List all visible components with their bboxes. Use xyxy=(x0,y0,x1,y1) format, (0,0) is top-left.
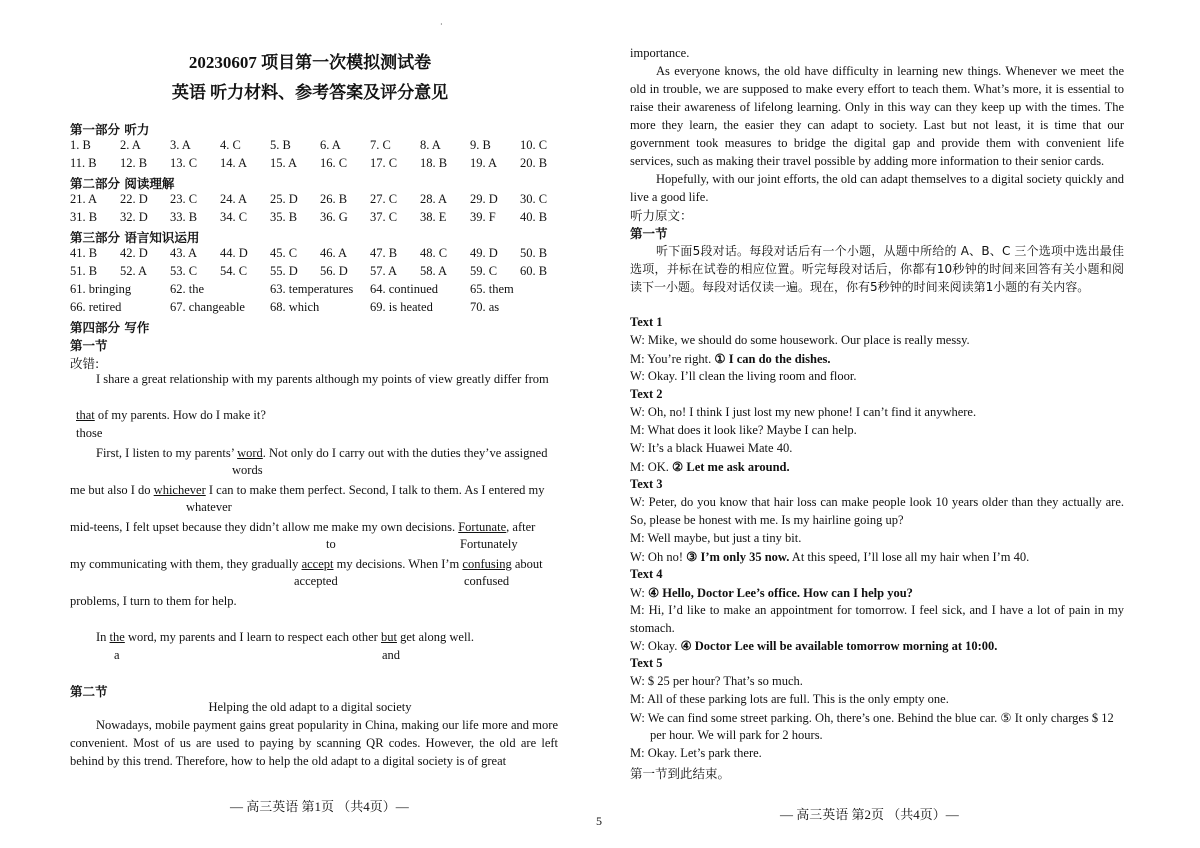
listening-intro: 听下面5段对话。每段对话后有一个小题，从题中所给的 A、B、C 三个选项中选出最佳选项，并标在试卷的相应位置。听完每段对话后，你都有10秒钟的时间来回答有关小题和阅读下一小题。每段对话仅读一遍。现在，你有5秒钟的时间来阅读第1小题的有关内容。 xyxy=(630,244,1124,294)
answer: 30. C xyxy=(520,192,548,206)
answer: 21. A xyxy=(70,192,98,206)
dialog-line: W: $ 25 per hour? That’s so much. xyxy=(630,674,803,688)
answer: 50. B xyxy=(520,246,548,260)
correction-line-7: problems, I turn to them for help. xyxy=(70,594,237,608)
answer: 58. A xyxy=(420,264,448,278)
answer: 4. C xyxy=(220,138,241,152)
text: . Not only do I carry out with the duties they’ve assigned xyxy=(262,446,548,460)
error-word: but xyxy=(380,630,397,644)
answer: 56. D xyxy=(320,264,348,278)
answer: 11. B xyxy=(70,156,97,170)
dialog-line: M: Hi, I’d like to make an appointment for tomorrow. I feel sick, and I have a lot of pain in my stomach. xyxy=(630,603,1124,635)
fix-word: words xyxy=(232,463,263,477)
answer: 28. A xyxy=(420,192,448,206)
answer: 31. B xyxy=(70,210,98,224)
answer: 63. temperatures xyxy=(270,282,354,296)
answer: 60. B xyxy=(520,264,548,278)
dialog-line: M: What does it look like? Maybe I can help. xyxy=(630,423,857,437)
answer: 15. A xyxy=(270,156,298,170)
essay-paragraph-3: Hopefully, with our joint efforts, the old can adapt themselves to a digital society quickly and live a good life. xyxy=(630,172,1124,204)
answer: 45. C xyxy=(270,246,298,260)
text5-heading: Text 5 xyxy=(630,656,663,670)
answer: 13. C xyxy=(170,156,198,170)
dialog-line: W: Mike, we should do some housework. Our place is really messy. xyxy=(630,333,970,347)
answer: 37. C xyxy=(370,210,398,224)
key-answer: ③ I’m only 35 now. xyxy=(686,550,790,564)
answer: 36. G xyxy=(320,210,348,224)
answer: 32. D xyxy=(120,210,148,224)
text4-heading: Text 4 xyxy=(630,567,663,581)
answer: 17. C xyxy=(370,156,398,170)
page-footer: — 高三英语 第2页 （共4页）— xyxy=(780,807,959,822)
answer: 7. C xyxy=(370,138,391,152)
key-answer: ① I can do the dishes. xyxy=(714,352,831,366)
fix-word: those xyxy=(76,426,103,440)
dialog-line: W: Peter, do you know that hair loss can make people look 10 years older than they actually are. So, please be honest with me. Is my hairline going up? xyxy=(630,495,1124,527)
part4-heading: 第四部分 写作 xyxy=(70,320,150,335)
answer: 27. C xyxy=(370,192,398,206)
text: word, my parents and I learn to respect each other xyxy=(124,630,381,644)
dialog-line: M: Okay. Let’s park there. xyxy=(630,746,762,760)
exam-title: 20230607 项目第一次模拟测试卷 xyxy=(188,53,432,72)
answer: 51. B xyxy=(70,264,98,278)
answer: 34. C xyxy=(220,210,248,224)
fix-word: a xyxy=(114,648,120,662)
answer: 25. D xyxy=(270,192,298,206)
error-word: word xyxy=(237,446,263,460)
dialog-line: per hour. We will park for 2 hours. xyxy=(650,728,823,742)
answer: 41. B xyxy=(70,246,98,260)
answer: 5. B xyxy=(270,138,291,152)
correction-line-2 xyxy=(76,408,266,423)
text: In xyxy=(96,630,110,644)
correction-line-1: I share a great relationship with my parents although my points of view greatly differ from xyxy=(96,372,549,386)
dialog-line: W: It’s a black Huawei Mate 40. xyxy=(630,441,793,455)
correction-line-3 xyxy=(96,446,547,461)
listening-section-1: 第一节 xyxy=(630,226,668,241)
section2-heading: 第二节 xyxy=(70,684,108,699)
correction-line-4 xyxy=(70,483,545,498)
fix-word: and xyxy=(382,648,401,662)
part2-heading: 第二部分 阅读理解 xyxy=(70,176,175,191)
dialog-line xyxy=(630,638,997,654)
answer: 68. which xyxy=(270,300,320,314)
dialog-line: W: Oh, no! I think I just lost my new phone! I can’t find it anywhere. xyxy=(630,405,977,419)
answer: 26. B xyxy=(320,192,348,206)
answer: 38. E xyxy=(420,210,447,224)
section-end: 第一节到此结束。 xyxy=(630,766,731,781)
part1-heading: 第一部分 听力 xyxy=(70,122,150,137)
answer: 57. A xyxy=(370,264,398,278)
answer: 8. A xyxy=(420,138,441,152)
answer: 65. them xyxy=(470,282,514,296)
error-word: Fortunate xyxy=(458,520,507,534)
answer: 66. retired xyxy=(70,300,122,314)
answer: 62. the xyxy=(170,282,205,296)
listening-title: 听力原文： xyxy=(630,208,693,223)
answer: 1. B xyxy=(70,138,91,152)
error-word: accept xyxy=(301,557,334,571)
answer: 64. continued xyxy=(370,282,439,296)
text3-heading: Text 3 xyxy=(630,477,663,491)
fix-word: Fortunately xyxy=(460,537,518,551)
key-answer: ④ Hello, Doctor Lee’s office. How can I help you? xyxy=(647,586,913,600)
text: , after xyxy=(506,520,536,534)
essay-title: Helping the old adapt to a digital society xyxy=(208,700,412,714)
dialog-line: W: Okay. I’ll clean the living room and floor. xyxy=(630,369,857,383)
text1-heading: Text 1 xyxy=(630,315,663,329)
answer: 54. C xyxy=(220,264,248,278)
answer: 6. A xyxy=(320,138,341,152)
text: about xyxy=(511,557,543,571)
dialog-line xyxy=(630,351,830,367)
answer: 42. D xyxy=(120,246,148,260)
answer: 35. B xyxy=(270,210,298,224)
answer: 61. bringing xyxy=(70,282,132,296)
text: M: OK. xyxy=(630,460,673,474)
text: W: xyxy=(630,586,648,600)
answer: 14. A xyxy=(220,156,248,170)
key-answer: ④ Doctor Lee will be available tomorrow morning at 10:00. xyxy=(680,639,998,653)
section1-heading: 第一节 xyxy=(70,338,108,353)
dot: · xyxy=(440,20,443,29)
essay-continuation: importance. xyxy=(630,46,690,60)
error-word: whichever xyxy=(153,483,206,497)
answer: 46. A xyxy=(320,246,348,260)
text: mid-teens, I felt upset because they didn’t allow me make my own decisions. xyxy=(70,520,459,534)
text: my decisions. When I’m xyxy=(333,557,463,571)
text: my communicating with them, they gradually xyxy=(70,557,302,571)
exam-subtitle: 英语 听力材料、参考答案及评分意见 xyxy=(171,83,449,102)
answer: 40. B xyxy=(520,210,548,224)
text: M: You’re right. xyxy=(630,352,715,366)
answer: 47. B xyxy=(370,246,398,260)
dialog-line: M: Well maybe, but just a tiny bit. xyxy=(630,531,802,545)
dialog-line xyxy=(630,585,913,601)
answer: 49. D xyxy=(470,246,498,260)
dialog-line: M: All of these parking lots are full. This is the only empty one. xyxy=(630,692,949,706)
part3-heading: 第三部分 语言知识运用 xyxy=(70,230,200,245)
answer: 55. D xyxy=(270,264,298,278)
error-word: confusing xyxy=(462,557,512,571)
correction-line-5 xyxy=(70,520,535,535)
answer: 52. A xyxy=(120,264,148,278)
fix-word: accepted xyxy=(294,574,338,588)
correction-line-8 xyxy=(96,630,474,645)
text: W: Oh no! xyxy=(630,550,687,564)
text: I can to make them perfect. Second, I talk to them. As I entered my xyxy=(205,483,545,497)
text: get along well. xyxy=(396,630,475,644)
answer: 70. as xyxy=(470,300,500,314)
answer: 20. B xyxy=(520,156,548,170)
answer: 2. A xyxy=(120,138,141,152)
key-answer: ② Let me ask around. xyxy=(672,460,790,474)
essay-paragraph-2: As everyone knows, the old have difficulty in learning new things. Whenever we meet the old in trouble, we are supposed to make every effort to teach them. What’s more, it is essential to raise their awareness of lifelong learning. Only in this way can they keep up with the times. The more they learn, the easier they can adapt to society. Last but not least, it is time that our government took measures to bridge the digital gap and provide them with convenient life services, such as making their travel possible by adding more information to their senior cards. xyxy=(630,64,1124,168)
answer: 59. C xyxy=(470,264,498,278)
essay-paragraph-1: Nowadays, mobile payment gains great popularity in China, making our life more and more convenient. Most of us are used to paying by scanning QR codes. However, the old are left behind by this trend. Therefore, how to help the old adapt to a digital society is of great xyxy=(70,718,558,768)
text: of my parents. How do I make it? xyxy=(94,408,266,422)
page-footer: — 高三英语 第1页 （共4页）— xyxy=(230,799,409,814)
answer: 43. A xyxy=(170,246,198,260)
answer: 22. D xyxy=(120,192,148,206)
answer: 24. A xyxy=(220,192,248,206)
text: me but also I do xyxy=(70,483,154,497)
text: At this speed, I’ll lose all my hair when I’m 40. xyxy=(789,550,1030,564)
answer: 33. B xyxy=(170,210,198,224)
answer: 67. changeable xyxy=(170,300,245,314)
fix-word: confused xyxy=(464,574,510,588)
fix-word: to xyxy=(326,537,336,551)
dialog-line xyxy=(630,549,1029,565)
answer: 19. A xyxy=(470,156,498,170)
error-word: the xyxy=(109,630,125,644)
answer: 18. B xyxy=(420,156,448,170)
answer: 44. D xyxy=(220,246,248,260)
page-number: 5 xyxy=(596,814,602,828)
text: First, I listen to my parents’ xyxy=(96,446,238,460)
text2-heading: Text 2 xyxy=(630,387,663,401)
correction-label: 改错: xyxy=(70,356,100,371)
answer: 23. C xyxy=(170,192,198,206)
dialog-line xyxy=(630,459,790,475)
answer: 3. A xyxy=(170,138,191,152)
correction-line-6 xyxy=(70,557,543,572)
answer: 12. B xyxy=(120,156,148,170)
answer: 48. C xyxy=(420,246,448,260)
error-word: that xyxy=(76,408,95,422)
answer: 9. B xyxy=(470,138,491,152)
answer: 53. C xyxy=(170,264,198,278)
fix-word: whatever xyxy=(186,500,232,514)
answer: 16. C xyxy=(320,156,348,170)
answer: 29. D xyxy=(470,192,498,206)
answer: 10. C xyxy=(520,138,548,152)
answer: 69. is heated xyxy=(370,300,433,314)
dialog-line: W: We can find some street parking. Oh, there’s one. Behind the blue car. ⑤ It only charges $ 12 xyxy=(630,711,1114,725)
answer: 39. F xyxy=(470,210,496,224)
text: W: Okay. xyxy=(630,639,681,653)
